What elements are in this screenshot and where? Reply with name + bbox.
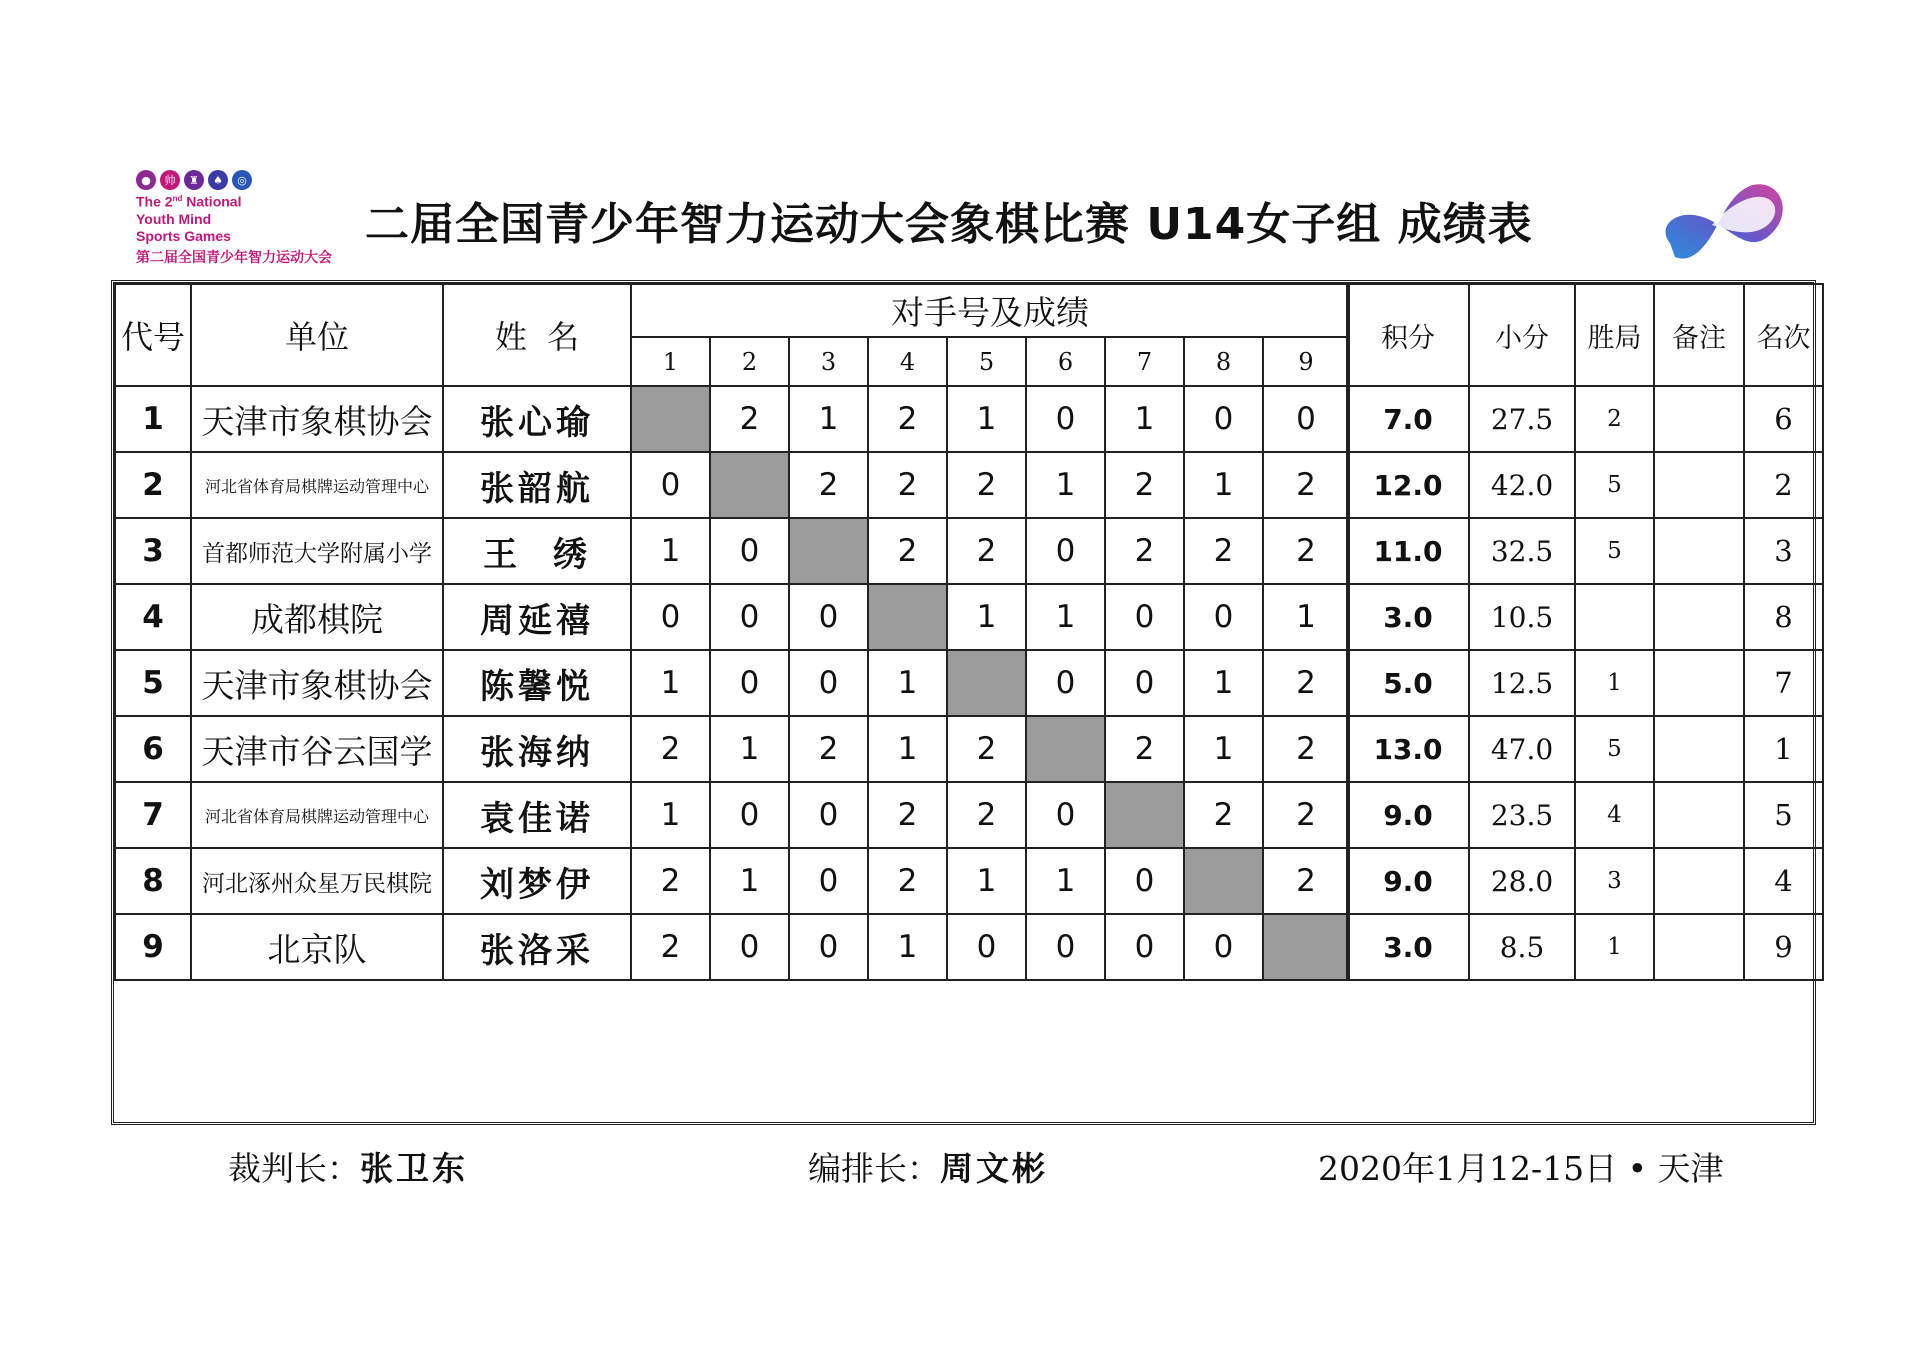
self-cell (710, 452, 789, 518)
player-name: 张心瑜 (443, 386, 631, 452)
rank-cell: 1 (1744, 716, 1823, 782)
wins-cell: 1 (1575, 650, 1654, 716)
rank-cell: 7 (1744, 650, 1823, 716)
header-name: 姓 名 (443, 284, 631, 386)
score-cell: 0 (631, 584, 710, 650)
self-cell (1263, 914, 1349, 980)
header-unit: 单位 (191, 284, 443, 386)
player-code: 7 (115, 782, 191, 848)
rank-cell: 4 (1744, 848, 1823, 914)
rank-cell: 5 (1744, 782, 1823, 848)
summary-row (1347, 452, 1823, 518)
chief-scheduler-label: 编排长： (808, 1149, 940, 1188)
points-cell: 5.0 (1347, 650, 1469, 716)
header-minor-points: 小分 (1469, 284, 1575, 386)
score-cell: 0 (1026, 782, 1105, 848)
player-code: 6 (115, 716, 191, 782)
player-code: 2 (115, 452, 191, 518)
points-cell: 11.0 (1347, 518, 1469, 584)
score-cell: 2 (868, 782, 947, 848)
score-cell: 2 (1184, 518, 1263, 584)
event-logo (136, 170, 376, 280)
score-cell: 0 (1263, 386, 1349, 452)
page-title: 二届全国青少年智力运动大会象棋比赛 U14女子组 成绩表 (365, 199, 1533, 250)
note-cell (1654, 386, 1744, 452)
player-name: 陈馨悦 (443, 650, 631, 716)
score-cell: 0 (631, 452, 710, 518)
wins-cell: 2 (1575, 386, 1654, 452)
score-cell: 1 (631, 518, 710, 584)
points-cell: 9.0 (1347, 848, 1469, 914)
score-cell: 0 (1026, 914, 1105, 980)
score-cell: 2 (631, 848, 710, 914)
rank-cell: 9 (1744, 914, 1823, 980)
score-cell: 0 (1184, 386, 1263, 452)
score-cell: 1 (1184, 452, 1263, 518)
player-code: 5 (115, 650, 191, 716)
score-cell: 0 (1184, 914, 1263, 980)
wins-cell: 5 (1575, 518, 1654, 584)
score-cell: 2 (868, 452, 947, 518)
self-cell (1026, 716, 1105, 782)
score-cell: 0 (710, 914, 789, 980)
score-cell: 0 (1105, 584, 1184, 650)
score-cell: 1 (947, 584, 1026, 650)
score-cell: 2 (1263, 452, 1349, 518)
score-cell: 1 (789, 386, 868, 452)
summary-row (1347, 848, 1823, 914)
score-cell: 0 (789, 848, 868, 914)
opponent-number-header: 9 (1263, 337, 1349, 386)
player-unit: 天津市谷云国学 (191, 716, 443, 782)
score-cell: 1 (1026, 584, 1105, 650)
player-unit: 成都棋院 (191, 584, 443, 650)
player-code: 8 (115, 848, 191, 914)
score-cell: 2 (789, 452, 868, 518)
score-cell: 1 (631, 782, 710, 848)
minor-points-cell: 8.5 (1469, 914, 1575, 980)
rank-cell: 8 (1744, 584, 1823, 650)
player-row (115, 650, 1349, 716)
score-cell: 1 (1026, 848, 1105, 914)
wins-cell: 5 (1575, 716, 1654, 782)
points-cell: 13.0 (1347, 716, 1469, 782)
player-row (115, 386, 1349, 452)
player-name: 刘梦伊 (443, 848, 631, 914)
score-cell: 0 (789, 650, 868, 716)
score-cell: 0 (1026, 386, 1105, 452)
self-cell (1184, 848, 1263, 914)
minor-points-cell: 32.5 (1469, 518, 1575, 584)
score-cell: 2 (631, 914, 710, 980)
score-cell: 1 (1184, 716, 1263, 782)
player-name: 张洛采 (443, 914, 631, 980)
score-cell: 2 (1263, 716, 1349, 782)
rank-cell: 6 (1744, 386, 1823, 452)
player-unit: 北京队 (191, 914, 443, 980)
chief-scheduler (808, 1143, 1048, 1190)
score-cell: 0 (710, 584, 789, 650)
player-name: 周延禧 (443, 584, 631, 650)
points-cell: 3.0 (1347, 914, 1469, 980)
wins-cell: 1 (1575, 914, 1654, 980)
score-cell: 2 (1184, 782, 1263, 848)
player-row (115, 782, 1349, 848)
opponent-number-header: 7 (1105, 337, 1184, 386)
score-cell: 0 (1184, 584, 1263, 650)
score-cell: 1 (1026, 452, 1105, 518)
points-cell: 12.0 (1347, 452, 1469, 518)
player-row (115, 518, 1349, 584)
header-points: 积分 (1347, 284, 1469, 386)
score-cell: 2 (1105, 518, 1184, 584)
infinity-logo (1650, 165, 1805, 275)
note-cell (1654, 782, 1744, 848)
score-cell: 0 (710, 782, 789, 848)
note-cell (1654, 650, 1744, 716)
note-cell (1654, 914, 1744, 980)
xiangqi-icon: 帅 (160, 170, 180, 190)
header-code: 代号 (115, 284, 191, 386)
player-unit: 天津市象棋协会 (191, 650, 443, 716)
minor-points-cell: 12.5 (1469, 650, 1575, 716)
points-cell: 9.0 (1347, 782, 1469, 848)
logo-icons (136, 170, 376, 190)
summary-row (1347, 914, 1823, 980)
self-cell (947, 650, 1026, 716)
score-cell: 2 (1263, 650, 1349, 716)
score-cell: 1 (710, 848, 789, 914)
player-row (115, 914, 1349, 980)
note-cell (1654, 584, 1744, 650)
summary-row (1347, 518, 1823, 584)
minor-points-cell: 27.5 (1469, 386, 1575, 452)
score-cell: 0 (710, 518, 789, 584)
points-cell: 7.0 (1347, 386, 1469, 452)
score-cell: 2 (710, 386, 789, 452)
points-cell: 3.0 (1347, 584, 1469, 650)
chief-referee (228, 1143, 468, 1190)
score-cell: 0 (789, 782, 868, 848)
score-cell: 2 (947, 782, 1026, 848)
header-opponents: 对手号及成绩 (631, 284, 1349, 337)
header-rank: 名次 (1744, 284, 1823, 386)
summary-row (1347, 650, 1823, 716)
self-cell (1105, 782, 1184, 848)
logo-line-3: Sports Games (136, 227, 231, 244)
opponent-number-header: 6 (1026, 337, 1105, 386)
score-cell: 2 (947, 716, 1026, 782)
note-cell (1654, 518, 1744, 584)
player-row (115, 584, 1349, 650)
player-unit: 河北涿州众星万民棋院 (191, 848, 443, 914)
note-cell (1654, 848, 1744, 914)
score-cell: 1 (868, 914, 947, 980)
player-name: 张韶航 (443, 452, 631, 518)
opponent-number-header: 1 (631, 337, 710, 386)
wins-cell: 4 (1575, 782, 1654, 848)
score-cell: 1 (1105, 386, 1184, 452)
results-table (114, 283, 1350, 981)
player-code: 3 (115, 518, 191, 584)
minor-points-cell: 10.5 (1469, 584, 1575, 650)
score-cell: 2 (1105, 716, 1184, 782)
player-row (115, 452, 1349, 518)
score-cell: 2 (868, 848, 947, 914)
summary-row (1347, 584, 1823, 650)
draughts-icon: ◎ (232, 170, 252, 190)
bridge-icon: ♠ (208, 170, 228, 190)
score-cell: 1 (947, 848, 1026, 914)
score-cell: 0 (789, 584, 868, 650)
score-cell: 1 (868, 650, 947, 716)
score-cell: 0 (1026, 650, 1105, 716)
score-cell: 2 (1263, 848, 1349, 914)
player-unit: 天津市象棋协会 (191, 386, 443, 452)
chief-scheduler-name: 周文彬 (940, 1149, 1048, 1188)
logo-line-2: Youth Mind (136, 210, 212, 227)
score-cell: 1 (631, 650, 710, 716)
logo-chinese-name: 第二届全国青少年智力运动大会 (136, 249, 332, 266)
rank-cell: 3 (1744, 518, 1823, 584)
score-cell: 1 (1263, 584, 1349, 650)
player-name: 袁佳诺 (443, 782, 631, 848)
rank-cell: 2 (1744, 452, 1823, 518)
go-icon: ● (136, 170, 156, 190)
chess-icon: ♜ (184, 170, 204, 190)
score-cell: 2 (1263, 518, 1349, 584)
note-cell (1654, 452, 1744, 518)
score-cell: 2 (1263, 782, 1349, 848)
minor-points-cell: 28.0 (1469, 848, 1575, 914)
score-cell: 2 (789, 716, 868, 782)
self-cell (789, 518, 868, 584)
self-cell (631, 386, 710, 452)
score-cell: 0 (1105, 914, 1184, 980)
player-unit: 河北省体育局棋牌运动管理中心 (191, 452, 443, 518)
player-code: 1 (115, 386, 191, 452)
player-row (115, 716, 1349, 782)
score-cell: 2 (947, 518, 1026, 584)
score-cell: 2 (947, 452, 1026, 518)
note-cell (1654, 716, 1744, 782)
header-wins: 胜局 (1575, 284, 1654, 386)
score-cell: 1 (868, 716, 947, 782)
summary-table (1346, 283, 1824, 981)
minor-points-cell: 42.0 (1469, 452, 1575, 518)
wins-cell: 5 (1575, 452, 1654, 518)
summary-row (1347, 386, 1823, 452)
score-cell: 0 (1105, 848, 1184, 914)
summary-row (1347, 716, 1823, 782)
opponent-number-header: 4 (868, 337, 947, 386)
chief-referee-name: 张卫东 (360, 1149, 468, 1188)
player-name: 王 绣 (443, 518, 631, 584)
score-cell: 0 (1026, 518, 1105, 584)
header-notes: 备注 (1654, 284, 1744, 386)
player-unit: 河北省体育局棋牌运动管理中心 (191, 782, 443, 848)
score-cell: 0 (947, 914, 1026, 980)
wins-cell: 3 (1575, 848, 1654, 914)
minor-points-cell: 23.5 (1469, 782, 1575, 848)
score-cell: 2 (1105, 452, 1184, 518)
opponent-number-header: 2 (710, 337, 789, 386)
score-cell: 1 (710, 716, 789, 782)
wins-cell (1575, 584, 1654, 650)
summary-row (1347, 782, 1823, 848)
score-cell: 0 (710, 650, 789, 716)
player-code: 9 (115, 914, 191, 980)
player-name: 张海纳 (443, 716, 631, 782)
score-cell: 0 (1105, 650, 1184, 716)
score-cell: 1 (1184, 650, 1263, 716)
score-cell: 0 (789, 914, 868, 980)
player-code: 4 (115, 584, 191, 650)
logo-line-1: The 2nd National (136, 193, 242, 210)
player-unit: 首都师范大学附属小学 (191, 518, 443, 584)
self-cell (868, 584, 947, 650)
player-row (115, 848, 1349, 914)
score-cell: 2 (868, 518, 947, 584)
score-cell: 1 (947, 386, 1026, 452)
opponent-number-header: 5 (947, 337, 1026, 386)
score-cell: 2 (868, 386, 947, 452)
date-and-venue: 2020年1月12-15日 • 天津 (1318, 1149, 1724, 1188)
opponent-number-header: 8 (1184, 337, 1263, 386)
chief-referee-label: 裁判长： (228, 1149, 360, 1188)
opponent-number-header: 3 (789, 337, 868, 386)
minor-points-cell: 47.0 (1469, 716, 1575, 782)
score-cell: 2 (631, 716, 710, 782)
